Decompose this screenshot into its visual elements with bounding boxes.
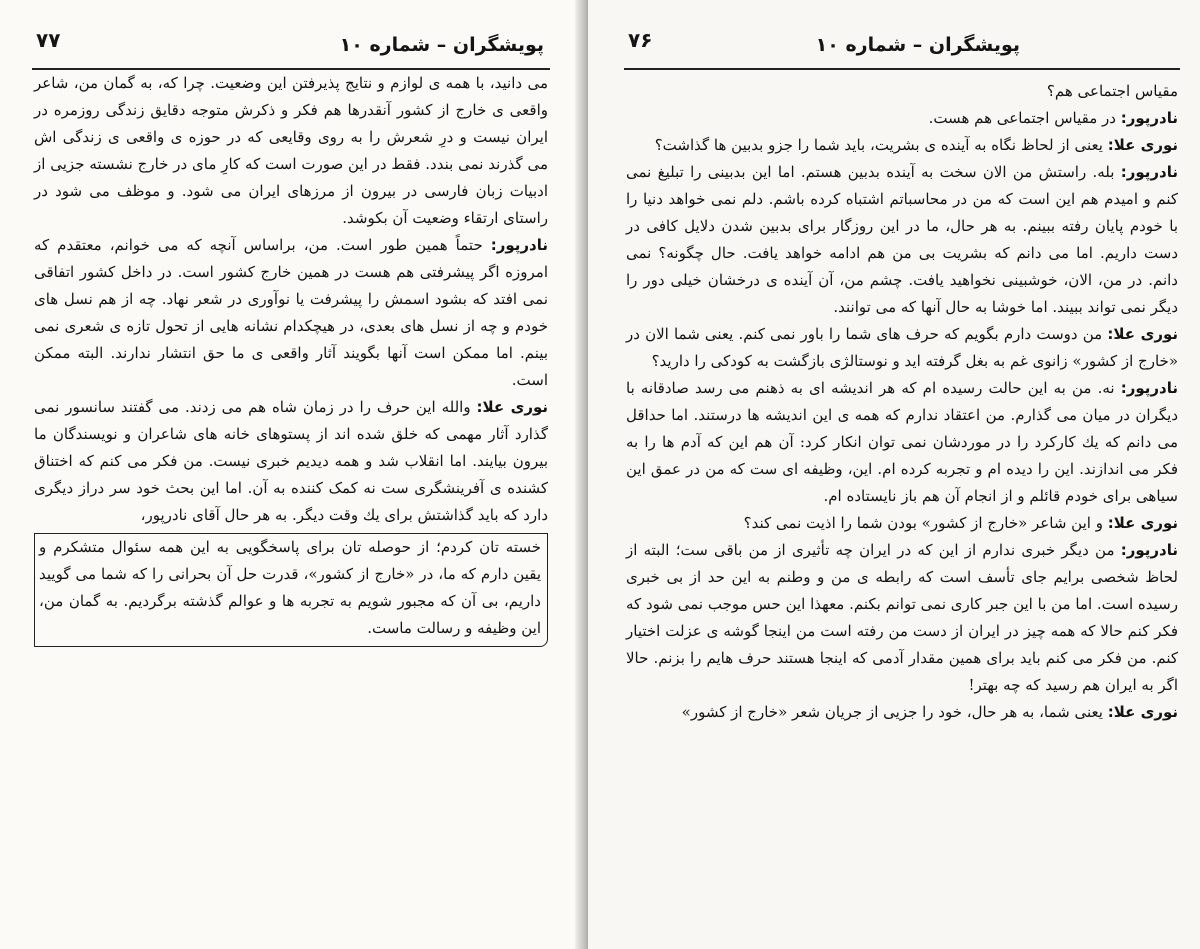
left-page-header xyxy=(32,28,550,70)
paragraph-text: یعنی از لحاظ نگاه به آینده ی بشریت، باید شما را جزو بدبین ها گذاشت؟ xyxy=(654,136,1103,154)
running-head: پویشگران – شماره ۱۰ xyxy=(339,34,544,56)
paragraph xyxy=(626,321,1178,375)
page-number: ۷۷ xyxy=(36,28,61,52)
paragraph-text: بله. راستش من الان سخت به آینده بدبین هستم. اما این بدبینی را تبلیغ نمی کنم و امیدم هم این است که من در محاسباتم اشتباه کرده باشم. دلم نمی خواهد دنیا را با خودم پایان رفته ببینم. به هر حال، ما در این روزگار برای بدبین شدن دلایل کافی در دست داریم. اما می دانم که بشریت بی من هم ادامه خواهد یافت. حال چگونه؟ نمی دانم. در من، الان، خوشبینی نخواهید یافت. چشم من، آن آینده ی درخشان خیلی دور را دیگر نمی تواند ببیند. اما خوشا به حال آنها که می توانند. xyxy=(626,163,1178,316)
boxed-passage-text: خسته تان کردم؛ از حوصله تان برای پاسخگویی به این همه سئوال متشکرم و یقین دارم که ما، در «خارج از کشور»، قدرت حل آن بحرانی را که شما می گویید داریم، بی آن که مجبور شویم به تجربه ها و عوالم گذشته برگردیم. به گمان من، این وظیفه و رسالت ماست. xyxy=(39,538,541,637)
paragraph xyxy=(626,699,1178,726)
running-head: پویشگران – شماره ۱۰ xyxy=(815,34,1020,56)
paragraph-text: حتماً همین طور است. من، براساس آنچه که می خوانم، معتقدم که امروزه اگر پیشرفتی هم هست در همین خارج کشور است. در داخل کشور اتفاقی نمی افتد که بشود اسمش را پیشرفت یا نوآوری در شعر نهاد. چه از هم نسل های خودم و چه از نسل های بعدی، در هیچکدام نشانه هایی از تحول تازه ی شعری نمی بینم. اما ممکن است آنها بگویند آثار واقعی ی ما حق انتشار ندارند. البته ممکن است. xyxy=(34,236,548,389)
paragraph xyxy=(626,510,1178,537)
paragraph-text: والله این حرف را در زمان شاه هم می زدند. می گفتند سانسور نمی گذارد آثار مهمی که خلق شده اند از پستوهای خانه های شاعران و نویسندگان ما بیرون بیایند. اما انقلاب شد و همه دیدیم خبری نیست. من فکر می کنم که اختناق کشنده ی آفرینشگری ست نه کمک کننده به آن. اما این بحث خود سر دراز دیگری دارد که باید گذاشتش برای یك وقت دیگر. به هر حال آقای نادرپور، xyxy=(34,398,548,524)
paragraph-text: من دوست دارم بگویم که حرف های شما را باور نمی کنم. یعنی شما الان در «خارج از کشور» زانوی غم به بغل گرفته اید و نوستالژی بازگشت به کودکی را دارید؟ xyxy=(626,325,1178,370)
speaker-label: نادرپور: xyxy=(1120,109,1178,127)
paragraph xyxy=(626,537,1178,699)
paragraph xyxy=(626,78,1178,105)
speaker-label: نوری علا: xyxy=(1107,514,1178,532)
right-page-header xyxy=(624,28,1180,70)
page-number: ۷۶ xyxy=(628,28,653,52)
paragraph-text: می دانید، با همه ی لوازم و نتایج پذیرفتن این وضعیت. چرا که، به گمان من، شاعر واقعی ی خارج از کشور آنقدرها هم فکر و ذکرش متوجه دقایق زندگی روزمره در ایران نیست و درِ شعرش را به روی وقایعی که در حوزه ی واقعی ی زندگی اش می گذرند نمی بندد. فقط در این صورت است که کارِ مای در خارج نشسته جزیی از ادبیات زبان فارسی در بیرون از مرزهای ایران می شود. و موظف می شود در راستای ارتقاء وضعیت آن بکوشد. xyxy=(34,74,548,227)
paragraph xyxy=(626,105,1178,132)
paragraph xyxy=(34,394,548,529)
paragraph-text: در مقیاس اجتماعی هم هست. xyxy=(928,109,1116,127)
paragraph-text: و این شاعر «خارج از کشور» بودن شما را اذیت نمی کند؟ xyxy=(743,514,1103,532)
left-page xyxy=(0,0,580,949)
speaker-label: نوری علا: xyxy=(1107,703,1178,721)
paragraph xyxy=(34,70,548,232)
speaker-label: نادرپور: xyxy=(1120,163,1178,181)
paragraph xyxy=(626,375,1178,510)
paragraph xyxy=(626,159,1178,321)
paragraph-text: یعنی شما، به هر حال، خود را جزیی از جریان شعر «خارج از کشور» xyxy=(681,703,1103,721)
right-page-body xyxy=(626,78,1178,726)
paragraph-text: مقیاس اجتماعی هم؟ xyxy=(1046,82,1178,100)
paragraph-text: نه. من به این حالت رسیده ام که هر اندیشه ای به ذهنم می رسد صادقانه با دیگران در میان می گذارم. من اعتقاد ندارم که همه ی این اندیشه ها درستند. اما حداقل می دانم که یك کارکرد را در موردشان نمی توان انکار کرد: آن هم این که آدم ها را به فکر می اندازند. این را دیده ام و تجربه کرده ام. این، وظیفه ای ست که من در عمق این سیاهی برای خودم قائلم و از انجام آن هم باز نایستاده ام. xyxy=(626,379,1178,505)
speaker-label: نوری علا: xyxy=(1107,136,1178,154)
paragraph xyxy=(34,232,548,394)
speaker-label: نوری علا: xyxy=(1107,325,1178,343)
speaker-label: نادرپور: xyxy=(1120,541,1178,559)
speaker-label: نوری علا: xyxy=(476,398,548,416)
speaker-label: نادرپور: xyxy=(1120,379,1178,397)
paragraph-text: من دیگر خبری ندارم از این که در ایران چه تأثیری از من باقی ست؛ البته از لحاظ شخصی برایم جای تأسف است که رابطه ی من و وطنم به این حد از بی خبری رسیده است. اما من با این جبر کاری نمی توانم بکنم. معهذا این حس موجب نمی شود که فکر کنم حالا که همه چیز در ایران از دست من رفته است من اینجا گوشه ی عزلت اختیار کنم. من فکر می کنم باید برای همین مقدار آدمی که اینجا هستند حرف هایم را بزنم. حالا اگر به ایران هم رسید که چه بهتر! xyxy=(626,541,1178,694)
speaker-label: نادرپور: xyxy=(490,236,548,254)
left-page-body xyxy=(34,70,548,647)
paragraph xyxy=(626,132,1178,159)
right-page xyxy=(588,0,1200,949)
boxed-passage xyxy=(34,533,548,647)
